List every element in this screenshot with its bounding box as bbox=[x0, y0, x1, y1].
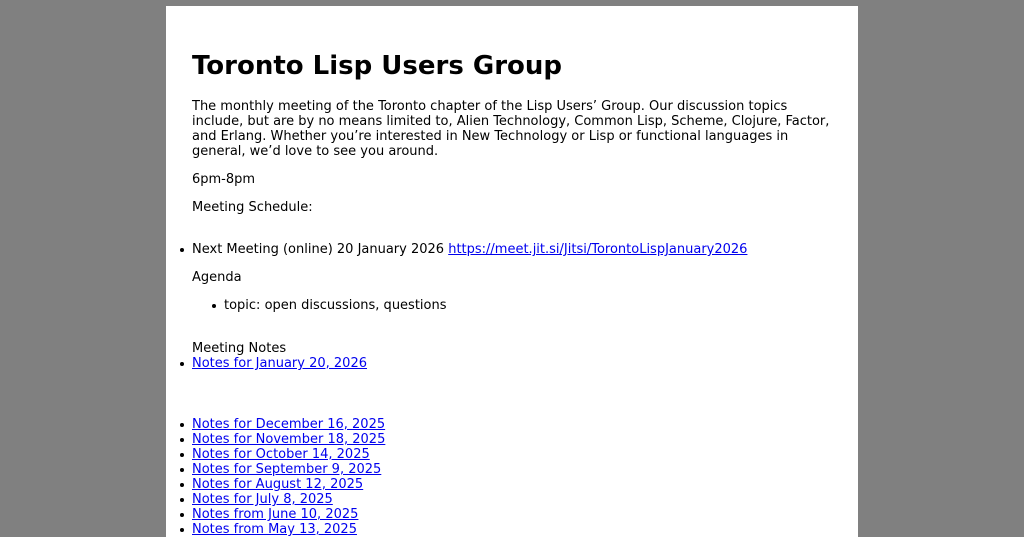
intro-paragraph: The monthly meeting of the Toronto chapter of the Lisp Users’ Group. Our discussion topics include, but are by no means limited to, Alien Technology, Common Lisp, Scheme, Clojure, Factor, and Erlang. Whether you’re interested in New Technology or Lisp or functional languages in general, we’d love to see you around. bbox=[192, 99, 830, 159]
notes-item bbox=[192, 462, 832, 477]
notes-item bbox=[192, 507, 832, 522]
notes-link[interactable]: Notes from May 13, 2025 bbox=[192, 522, 357, 537]
notes-link[interactable]: Notes for September 9, 2025 bbox=[192, 462, 382, 477]
notes-item bbox=[192, 417, 832, 432]
notes-link[interactable]: Notes for December 16, 2025 bbox=[192, 417, 386, 432]
agenda-list bbox=[192, 298, 832, 313]
next-meeting-item bbox=[192, 242, 832, 257]
notes-label: Meeting Notes bbox=[192, 341, 287, 356]
agenda-item: topic: open discussions, questions bbox=[224, 298, 832, 313]
notes-link[interactable]: Notes for October 14, 2025 bbox=[192, 447, 370, 462]
notes-link[interactable]: Notes for November 18, 2025 bbox=[192, 432, 386, 447]
page-content bbox=[166, 6, 858, 537]
schedule-label: Meeting Schedule: bbox=[192, 200, 313, 215]
meeting-time: 6pm-8pm bbox=[192, 172, 256, 187]
notes-link[interactable]: Notes for July 8, 2025 bbox=[192, 492, 333, 507]
agenda-label: Agenda bbox=[192, 270, 242, 285]
notes-archive-list bbox=[192, 417, 832, 537]
notes-link[interactable]: Notes for January 20, 2026 bbox=[192, 356, 367, 371]
notes-item bbox=[192, 477, 832, 492]
notes-item bbox=[192, 492, 832, 507]
notes-item bbox=[192, 432, 832, 447]
schedule-list bbox=[192, 242, 832, 257]
next-meeting-text: Next Meeting (online) 20 January 2026 bbox=[192, 242, 449, 257]
notes-item bbox=[192, 356, 832, 371]
page-title: Toronto Lisp Users Group bbox=[192, 51, 563, 81]
notes-link[interactable]: Notes for August 12, 2025 bbox=[192, 477, 364, 492]
notes-link[interactable]: Notes from June 10, 2025 bbox=[192, 507, 359, 522]
meeting-link[interactable]: https://meet.jit.si/Jitsi/TorontoLispJanuary2026 bbox=[448, 242, 748, 257]
notes-item bbox=[192, 522, 832, 537]
notes-item bbox=[192, 447, 832, 462]
notes-current-list bbox=[192, 356, 832, 371]
